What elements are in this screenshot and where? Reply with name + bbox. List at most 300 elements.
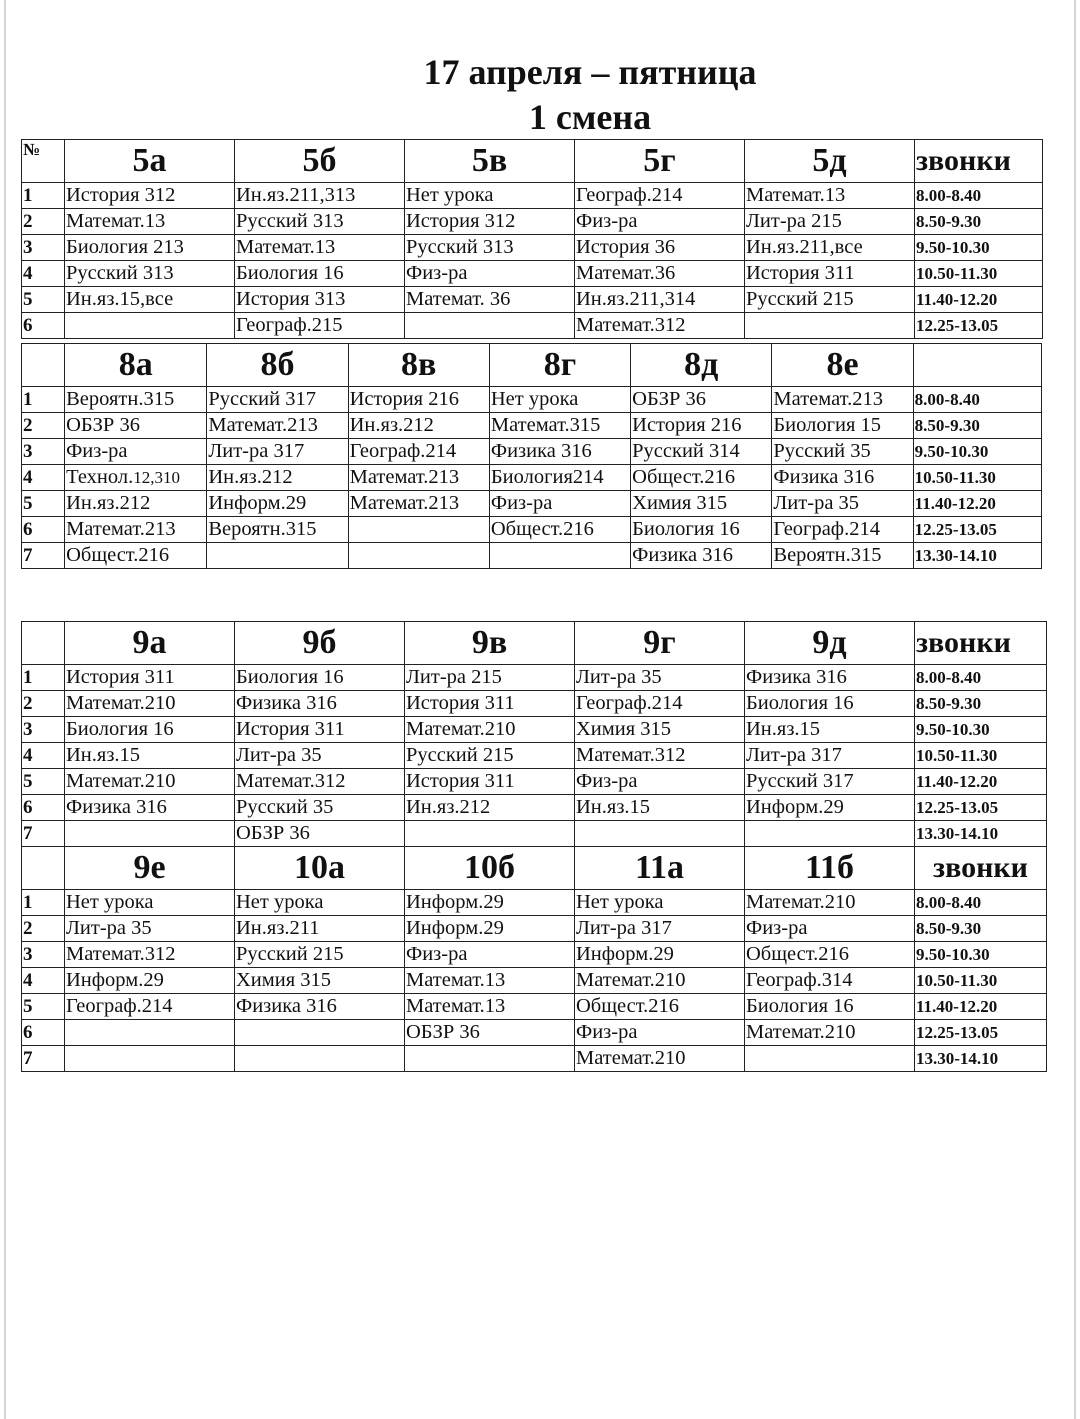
bell-time: 11.40-12.20 <box>913 491 1041 517</box>
lesson-text: Русский 313 <box>406 236 514 258</box>
lesson-row <box>22 916 1047 942</box>
lesson-text: Физ-ра <box>406 943 468 965</box>
lesson-cell <box>772 439 913 465</box>
lesson-cell <box>207 517 348 543</box>
lesson-cell <box>405 1046 575 1072</box>
lesson-cell <box>745 821 915 847</box>
lesson-cell <box>745 942 915 968</box>
lesson-text: Ин.яз.15 <box>746 718 821 740</box>
lesson-cell <box>405 890 575 916</box>
lesson-cell <box>575 1046 745 1072</box>
lesson-number: 5 <box>22 769 65 795</box>
lesson-number: 7 <box>22 1046 65 1072</box>
lesson-row <box>22 287 1043 313</box>
lesson-cell <box>575 821 745 847</box>
bell-time: 8.50-9.30 <box>913 413 1041 439</box>
lesson-row <box>22 209 1043 235</box>
lesson-row <box>22 1020 1047 1046</box>
lesson-cell <box>348 543 489 569</box>
lesson-text: Математ.312 <box>66 943 176 965</box>
number-header <box>22 847 65 890</box>
lesson-cell <box>235 1020 405 1046</box>
lesson-cell <box>405 968 575 994</box>
lesson-cell <box>575 890 745 916</box>
lesson-text: Вероятн.315 <box>66 388 175 410</box>
page-edge-left <box>4 0 6 1419</box>
bell-time: 13.30-14.10 <box>913 543 1041 569</box>
lesson-cell <box>207 413 348 439</box>
lesson-text: Информ.29 <box>66 969 164 991</box>
lesson-row <box>22 439 1042 465</box>
bell-time: 11.40-12.20 <box>915 769 1047 795</box>
lesson-text: Информ.29 <box>406 917 504 939</box>
lesson-text: Вероятн.315 <box>773 544 882 566</box>
lesson-cell <box>489 491 630 517</box>
lesson-text: Математ.13 <box>66 210 166 232</box>
lesson-text: Географ.214 <box>66 995 173 1017</box>
lesson-row <box>22 821 1047 847</box>
lesson-text: Математ.13 <box>236 236 336 258</box>
lesson-text: Лит-ра 215 <box>746 210 842 232</box>
class-header-9а: 9а <box>65 622 235 665</box>
lesson-number: 2 <box>22 413 65 439</box>
lesson-row <box>22 691 1047 717</box>
lesson-cell <box>745 665 915 691</box>
bell-time: 12.25-13.05 <box>915 795 1047 821</box>
lesson-cell <box>348 517 489 543</box>
lesson-text: Ин.яз.211,313 <box>236 184 356 206</box>
number-header: № <box>22 140 65 183</box>
lesson-cell <box>65 543 207 569</box>
lesson-cell <box>631 491 772 517</box>
lesson-text: Физ-ра <box>576 1021 638 1043</box>
lesson-text: Ин.яз.211 <box>236 917 320 939</box>
bell-time: 8.50-9.30 <box>915 691 1047 717</box>
lesson-text: Русский 317 <box>208 388 316 410</box>
class-header-8а: 8а <box>65 344 207 387</box>
lesson-cell <box>235 942 405 968</box>
lesson-cell <box>745 287 915 313</box>
lesson-cell <box>575 313 745 339</box>
schedule-table-bottom <box>21 621 1047 1072</box>
lesson-cell <box>65 916 235 942</box>
lesson-cell <box>745 261 915 287</box>
bell-time: 8.50-9.30 <box>915 209 1043 235</box>
lesson-text: Химия 315 <box>632 492 728 514</box>
lesson-text: Физика 316 <box>773 466 875 488</box>
lesson-text: Физика 316 <box>236 692 337 714</box>
lesson-cell <box>405 743 575 769</box>
lesson-text: Географ.214 <box>576 692 683 714</box>
lesson-row <box>22 1046 1047 1072</box>
class-header-9е: 9е <box>65 847 235 890</box>
lesson-number: 2 <box>22 209 65 235</box>
lesson-cell <box>405 313 575 339</box>
class-header-5д: 5д <box>745 140 915 183</box>
lesson-cell <box>745 717 915 743</box>
lesson-cell <box>235 916 405 942</box>
lesson-text: Ин.яз.211,314 <box>576 288 696 310</box>
lesson-cell <box>65 465 207 491</box>
number-header <box>22 344 65 387</box>
lesson-text: Русский 314 <box>632 440 740 462</box>
lesson-number: 3 <box>22 717 65 743</box>
lesson-cell <box>631 413 772 439</box>
lesson-text: История 36 <box>576 236 676 258</box>
lesson-cell <box>772 413 913 439</box>
lesson-text: Нет урока <box>406 184 494 206</box>
lesson-text: Биология 16 <box>632 518 740 540</box>
lesson-cell <box>65 413 207 439</box>
lesson-text: Математ.213 <box>349 492 460 514</box>
lesson-row <box>22 717 1047 743</box>
lesson-cell <box>235 968 405 994</box>
lesson-text: Нет урока <box>66 891 154 913</box>
lesson-text: Физ-ра <box>490 492 553 514</box>
class-header-5б: 5б <box>235 140 405 183</box>
lesson-cell <box>65 743 235 769</box>
class-header-8д: 8д <box>631 344 772 387</box>
lesson-text: Математ.213 <box>773 388 883 410</box>
lesson-cell <box>207 439 348 465</box>
lesson-cell <box>65 287 235 313</box>
lesson-cell <box>235 1046 405 1072</box>
lesson-cell <box>745 916 915 942</box>
lesson-number: 1 <box>22 387 65 413</box>
lesson-cell <box>745 691 915 717</box>
lesson-row <box>22 769 1047 795</box>
lesson-cell <box>235 287 405 313</box>
bell-time: 10.50-11.30 <box>915 743 1047 769</box>
lesson-cell <box>745 1020 915 1046</box>
lesson-cell <box>65 235 235 261</box>
lesson-cell <box>575 968 745 994</box>
lesson-text: Ин.яз.15 <box>576 796 651 818</box>
lesson-text: Общест.216 <box>66 544 170 566</box>
lesson-cell <box>65 439 207 465</box>
lesson-number: 4 <box>22 465 65 491</box>
class-header-row <box>22 140 1043 183</box>
lesson-text: Ин.яз.211,все <box>746 236 863 258</box>
lesson-cell <box>235 994 405 1020</box>
lesson-text: Общест.216 <box>746 943 850 965</box>
lesson-text: Русский 215 <box>746 288 854 310</box>
lesson-text: История 311 <box>236 718 345 740</box>
lesson-cell <box>405 209 575 235</box>
lesson-cell <box>65 491 207 517</box>
lesson-number: 1 <box>22 665 65 691</box>
lesson-text: Ин.яз.212 <box>208 466 293 488</box>
lesson-text: Общест.216 <box>632 466 736 488</box>
lesson-cell <box>631 465 772 491</box>
lesson-cell <box>631 543 772 569</box>
lesson-cell <box>405 183 575 209</box>
lesson-cell <box>745 968 915 994</box>
lesson-cell <box>405 287 575 313</box>
lesson-text: Общест.216 <box>490 518 594 540</box>
lesson-cell <box>489 413 630 439</box>
lesson-cell <box>405 821 575 847</box>
lesson-cell <box>745 235 915 261</box>
lesson-text: История 311 <box>66 666 175 688</box>
lesson-text: Математ.13 <box>406 995 506 1017</box>
lesson-text: Математ.312 <box>576 744 686 766</box>
lesson-text: Русский 35 <box>236 796 334 818</box>
page-subtitle: 1 смена <box>528 97 652 137</box>
lesson-text: ОБЗР 36 <box>406 1021 480 1043</box>
lesson-text: Русский 317 <box>746 770 854 792</box>
lesson-text: Общест.216 <box>576 995 680 1017</box>
lesson-cell <box>235 821 405 847</box>
lesson-cell <box>235 717 405 743</box>
class-header-8г: 8г <box>489 344 630 387</box>
lesson-cell <box>207 543 348 569</box>
lesson-cell <box>772 387 913 413</box>
lesson-cell <box>489 543 630 569</box>
class-header-10б: 10б <box>405 847 575 890</box>
lesson-cell <box>405 942 575 968</box>
lesson-number: 5 <box>22 287 65 313</box>
lesson-row <box>22 968 1047 994</box>
lesson-text: Биология 16 <box>236 262 344 284</box>
lesson-cell <box>489 387 630 413</box>
bell-time: 8.50-9.30 <box>915 916 1047 942</box>
lesson-cell <box>575 942 745 968</box>
lesson-number: 7 <box>22 821 65 847</box>
lesson-text: Математ.210 <box>406 718 516 740</box>
lesson-row <box>22 387 1042 413</box>
lesson-row <box>22 795 1047 821</box>
lesson-cell <box>65 890 235 916</box>
lesson-cell <box>65 313 235 339</box>
lesson-cell <box>575 183 745 209</box>
lesson-text: Химия 315 <box>236 969 332 991</box>
lesson-number: 5 <box>22 994 65 1020</box>
bell-time: 9.50-10.30 <box>915 717 1047 743</box>
lesson-text: Физика 316 <box>66 796 167 818</box>
lesson-cell <box>575 717 745 743</box>
bell-time: 10.50-11.30 <box>915 968 1047 994</box>
lesson-cell <box>575 235 745 261</box>
lesson-cell <box>575 769 745 795</box>
lesson-row <box>22 491 1042 517</box>
lesson-cell <box>575 691 745 717</box>
lesson-text: Физ-ра <box>576 770 638 792</box>
lesson-text: Физ-ра <box>576 210 638 232</box>
lesson-text: Математ.315 <box>490 414 601 436</box>
lesson-text: Биология 16 <box>66 718 174 740</box>
lesson-text: История 311 <box>406 770 515 792</box>
lesson-number: 4 <box>22 968 65 994</box>
lesson-cell <box>405 916 575 942</box>
bells-header: звонки <box>915 622 1047 665</box>
lesson-cell <box>348 439 489 465</box>
lesson-text: Ин.яз.212 <box>66 492 151 514</box>
lesson-cell <box>631 387 772 413</box>
lesson-cell <box>348 413 489 439</box>
lesson-cell <box>348 465 489 491</box>
bell-time: 9.50-10.30 <box>915 942 1047 968</box>
lesson-text: Информ.29 <box>576 943 674 965</box>
lesson-text: История 216 <box>349 388 459 410</box>
bells-header <box>913 344 1041 387</box>
lesson-cell <box>772 491 913 517</box>
lesson-row <box>22 942 1047 968</box>
lesson-cell <box>207 387 348 413</box>
lesson-text: ОБЗР 36 <box>632 388 707 410</box>
lesson-number: 6 <box>22 313 65 339</box>
page-title: 17 апреля – пятница <box>423 52 757 92</box>
lesson-row <box>22 517 1042 543</box>
lesson-cell <box>745 1046 915 1072</box>
lesson-cell <box>575 287 745 313</box>
lesson-text: История 311 <box>406 692 515 714</box>
lesson-number: 3 <box>22 439 65 465</box>
lesson-text: Лит-ра 35 <box>576 666 662 688</box>
lesson-text: Географ.214 <box>349 440 457 462</box>
lesson-cell <box>575 209 745 235</box>
lesson-text: Географ.314 <box>746 969 853 991</box>
lesson-cell <box>405 994 575 1020</box>
lesson-text: Лит-ра 215 <box>406 666 502 688</box>
lesson-cell <box>575 795 745 821</box>
bell-time: 12.25-13.05 <box>913 517 1041 543</box>
lesson-number: 2 <box>22 691 65 717</box>
lesson-cell <box>772 465 913 491</box>
lesson-cell <box>65 1046 235 1072</box>
lesson-number: 6 <box>22 1020 65 1046</box>
class-header-8е: 8е <box>772 344 913 387</box>
lesson-cell <box>489 517 630 543</box>
class-header-5в: 5в <box>405 140 575 183</box>
lesson-text: Математ.312 <box>236 770 346 792</box>
lesson-cell <box>207 491 348 517</box>
lesson-cell <box>235 665 405 691</box>
lesson-text: Физ-ра <box>406 262 468 284</box>
lesson-cell <box>65 769 235 795</box>
lesson-row <box>22 235 1043 261</box>
class-header-5а: 5а <box>65 140 235 183</box>
lesson-cell <box>235 890 405 916</box>
lesson-text: ОБЗР 36 <box>66 414 140 436</box>
lesson-cell <box>405 665 575 691</box>
lesson-text: Математ.213 <box>208 414 318 436</box>
lesson-cell <box>631 439 772 465</box>
lesson-cell <box>405 717 575 743</box>
lesson-cell <box>745 769 915 795</box>
lesson-text: История 216 <box>632 414 742 436</box>
lesson-text: Русский 215 <box>406 744 514 766</box>
lesson-text: Нет урока <box>236 891 324 913</box>
lesson-text: Математ. 36 <box>406 288 511 310</box>
lesson-text: Ин.яз.15,все <box>66 288 174 310</box>
lesson-text: Биология 16 <box>746 692 854 714</box>
lesson-text: Вероятн.315 <box>208 518 317 540</box>
class-header-row <box>22 847 1047 890</box>
class-header-9д: 9д <box>745 622 915 665</box>
lesson-cell <box>405 769 575 795</box>
lesson-cell <box>489 439 630 465</box>
lesson-cell <box>575 743 745 769</box>
lesson-cell <box>65 942 235 968</box>
lesson-cell <box>65 261 235 287</box>
bell-time: 12.25-13.05 <box>915 1020 1047 1046</box>
lesson-cell <box>405 261 575 287</box>
lesson-text: История 313 <box>236 288 346 310</box>
lesson-text: Лит-ра 317 <box>746 744 842 766</box>
lesson-text: Ин.яз.212 <box>349 414 434 436</box>
bell-time: 8.00-8.40 <box>915 183 1043 209</box>
lesson-cell <box>745 209 915 235</box>
lesson-text: Ин.яз.15 <box>66 744 141 766</box>
class-header-5г: 5г <box>575 140 745 183</box>
lesson-text: Математ.210 <box>746 1021 856 1043</box>
lesson-text: Математ.210 <box>576 969 686 991</box>
lesson-room-extra: 12,310 <box>133 468 180 487</box>
lesson-cell <box>65 387 207 413</box>
lesson-row <box>22 890 1047 916</box>
lesson-number: 6 <box>22 795 65 821</box>
lesson-cell <box>575 261 745 287</box>
lesson-cell <box>575 1020 745 1046</box>
lesson-text: Ин.яз.212 <box>406 796 491 818</box>
schedule-table-top <box>21 139 1043 339</box>
bell-time: 8.00-8.40 <box>913 387 1041 413</box>
class-header-11а: 11а <box>575 847 745 890</box>
lesson-text: Информ.29 <box>746 796 844 818</box>
lesson-cell <box>235 691 405 717</box>
lesson-text: Математ.36 <box>576 262 676 284</box>
lesson-text: Биология 16 <box>236 666 344 688</box>
bell-time: 11.40-12.20 <box>915 994 1047 1020</box>
lesson-text: Географ.215 <box>236 314 343 336</box>
lesson-text: Лит-ра 35 <box>66 917 152 939</box>
lesson-text: Русский 215 <box>236 943 344 965</box>
lesson-cell <box>65 994 235 1020</box>
lesson-cell <box>65 968 235 994</box>
lesson-cell <box>235 743 405 769</box>
lesson-number: 1 <box>22 183 65 209</box>
lesson-text: Биология214 <box>490 466 604 488</box>
lesson-cell <box>772 517 913 543</box>
lesson-cell <box>745 795 915 821</box>
lesson-text: Лит-ра 35 <box>773 492 860 514</box>
lesson-text: Математ.210 <box>576 1047 686 1069</box>
lesson-cell <box>65 821 235 847</box>
lesson-text: ОБЗР 36 <box>236 822 310 844</box>
lesson-text: Технол. <box>66 466 134 488</box>
bell-time: 9.50-10.30 <box>915 235 1043 261</box>
lesson-text: Информ.29 <box>406 891 504 913</box>
lesson-text: Нет урока <box>576 891 664 913</box>
lesson-row <box>22 543 1042 569</box>
lesson-text: Русский 35 <box>773 440 871 462</box>
lesson-cell <box>65 717 235 743</box>
class-header-row <box>22 344 1042 387</box>
bells-header: звонки <box>915 847 1047 890</box>
lesson-row <box>22 183 1043 209</box>
class-header-9б: 9б <box>235 622 405 665</box>
lesson-cell <box>65 665 235 691</box>
lesson-cell <box>745 890 915 916</box>
bell-time: 8.00-8.40 <box>915 890 1047 916</box>
lesson-text: Математ.13 <box>746 184 846 206</box>
lesson-text: Физика 316 <box>746 666 847 688</box>
lesson-cell <box>745 743 915 769</box>
lesson-cell <box>575 916 745 942</box>
lesson-text: Русский 313 <box>66 262 174 284</box>
class-header-10а: 10а <box>235 847 405 890</box>
